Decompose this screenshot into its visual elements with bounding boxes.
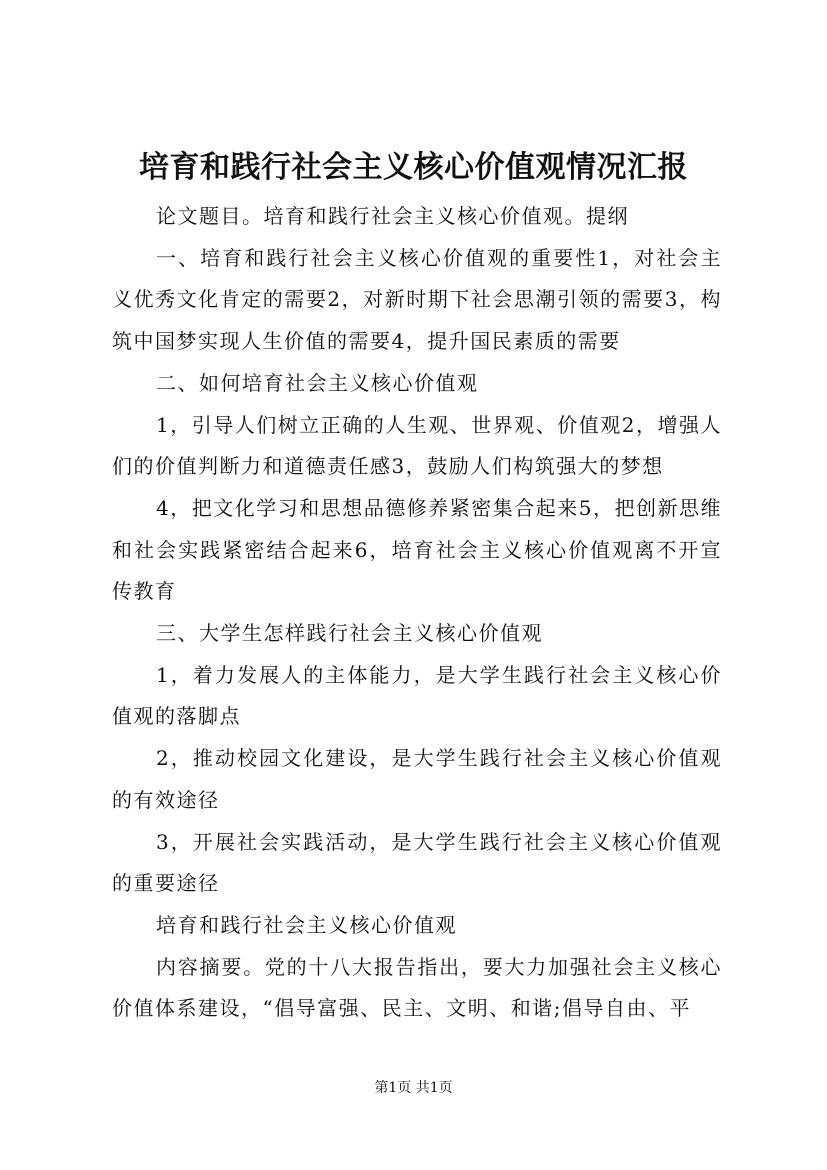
paragraph-abstract: 内容摘要。党的十八大报告指出，要大力加强社会主义核心价值体系建设，“倡导富强、民主、文明、和谐;倡导自由、平	[112, 954, 722, 1021]
paragraph-section-one: 一、培育和践行社会主义核心价值观的重要性1，对社会主义优秀文化肯定的需要2，对新时期下社会思潮引领的需要3，构筑中国梦实现人生价值的需要4，提升国民素质的需要	[112, 245, 722, 354]
page-footer: 第1页 共1页	[374, 1080, 453, 1096]
paragraph-section-two-items-1-3: 1，引导人们树立正确的人生观、世界观、价值观2，增强人们的价值判断力和道德责任感3，鼓励人们构筑强大的梦想	[112, 412, 722, 479]
paragraph-section-three-item-3: 3，开展社会实践活动，是大学生践行社会主义核心价值观的重要途径	[112, 829, 722, 896]
paragraph-section-three-item-1: 1，着力发展人的主体能力，是大学生践行社会主义核心价值观的落脚点	[112, 662, 722, 729]
paragraph-section-three-item-2: 2，推动校园文化建设，是大学生践行社会主义核心价值观的有效途径	[112, 746, 722, 812]
paragraph-thesis-topic: 论文题目。培育和践行社会主义核心价值观。提纲	[156, 204, 629, 228]
paragraph-subtitle: 培育和践行社会主义核心价值观	[156, 912, 457, 937]
paragraph-section-three-heading: 三、大学生怎样践行社会主义核心价值观	[156, 621, 543, 646]
document-body	[112, 196, 722, 1030]
document-title: 培育和践行社会主义核心价值观情况汇报	[139, 150, 688, 185]
paragraph-section-two-items-4-6: 4，把文化学习和思想品德修养紧密集合起来5，把创新思维和社会实践紧密结合起来6，培育社会主义核心价值观离不开宣传教育	[112, 495, 722, 604]
paragraph-section-two-heading: 二、如何培育社会主义核心价值观	[156, 370, 479, 395]
